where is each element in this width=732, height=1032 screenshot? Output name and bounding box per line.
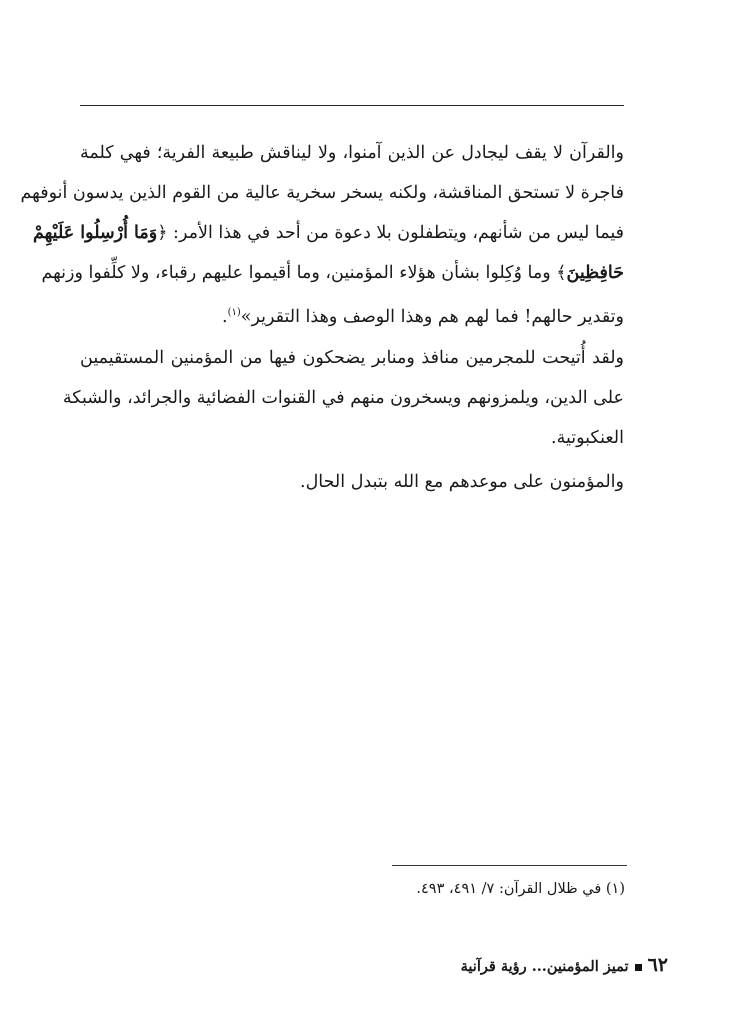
quran-verse-part-1: وَمَا أُرْسِلُوا عَلَيْهِمْ (32, 223, 158, 243)
paragraph-1-line-1: والقرآن لا يقف ليجادل عن الذين آمنوا، ولا ليناقش طبيعة الفرية؛ فهي كلمة (80, 143, 624, 163)
footnote-reference: (١) (227, 307, 241, 318)
paragraph-1-line-5 (80, 293, 624, 333)
running-footer-title: تميز المؤمنين... رؤية قرآنية (460, 958, 629, 975)
square-bullet-icon (635, 964, 642, 971)
header-rule (80, 105, 624, 106)
footnote-rule (392, 865, 627, 866)
paragraph-2-line-3: العنكبوتية. (551, 428, 624, 448)
paragraph-2-line-2: على الدين، ويلمزونهم ويسخرون منهم في القنوات الفضائية والجرائد، والشبكة (62, 388, 624, 408)
page-number: ٦٢ (647, 954, 668, 976)
paragraph-3 (80, 462, 624, 502)
paragraph-3-line-1: والمؤمنون على موعدهم مع الله بتبدل الحال. (300, 472, 624, 492)
paragraph-1-line-5-text: وتقدير حالهم! فما لهم هم وهذا الوصف وهذا التقرير» (240, 306, 624, 327)
quran-close-bracket: ﴾ (556, 263, 567, 283)
quran-open-bracket: ﴿ (157, 223, 168, 243)
paragraph-1-line-3 (32, 213, 624, 253)
paragraph-1-line-5-end: . (222, 306, 228, 327)
paragraph-1 (20, 133, 624, 333)
paragraph-1-line-2: فاجرة لا تستحق المناقشة، ولكنه يسخر سخرية عالية من القوم الذين يدسون أنوفهم (20, 183, 624, 203)
paragraph-2 (62, 338, 624, 458)
paragraph-2-line-1: ولقد أُتيحت للمجرمين منافذ ومنابر يضحكون فيها من المؤمنين المستقيمين (80, 348, 624, 368)
paragraph-1-line-3-text: فيما ليس من شأنهم، ويتطفلون بلا دعوة من أحد في هذا الأمر: (167, 223, 624, 243)
footnote: (١) في ظلال القرآن: ٧/ ٤٩١، ٤٩٣. (416, 881, 625, 897)
quran-verse-part-2: حَافِظِينَ (566, 263, 624, 283)
paragraph-1-line-4 (41, 253, 624, 293)
page-footer (380, 952, 668, 980)
paragraph-1-line-4-text: وما وُكِلوا بشأن هؤلاء المؤمنين، وما أقيموا عليهم رقباء، ولا كلِّفوا وزنهم (41, 263, 557, 283)
